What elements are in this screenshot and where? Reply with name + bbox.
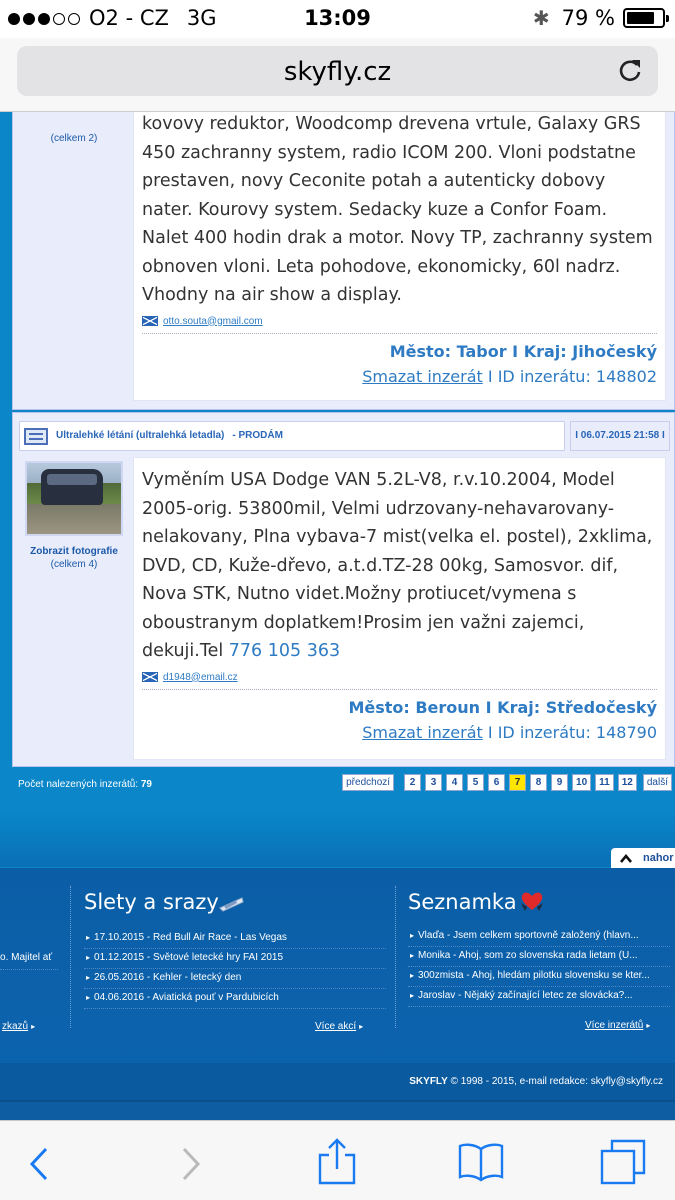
footer — [0, 868, 675, 1063]
listing-id: I ID inzerátu: 148790 — [487, 722, 657, 742]
slety-item[interactable]: ▸ 26.05.2016 - Kehler - letecký den — [86, 972, 241, 983]
page-link[interactable]: 9 — [551, 774, 568, 791]
page-link[interactable]: 8 — [530, 774, 547, 791]
battery-info — [533, 6, 665, 30]
listing-date: I 06.07.2015 21:58 I — [570, 421, 670, 451]
page-link[interactable]: 7 — [509, 774, 526, 791]
page-bottom-gradient — [0, 812, 675, 867]
battery-fill — [627, 12, 654, 24]
url-text[interactable]: skyfly.cz — [283, 57, 392, 87]
listing-id: I ID inzerátu: 148802 — [487, 366, 657, 386]
page-links — [338, 774, 672, 791]
category-name[interactable]: Ultralehké létání (ultralehká letadla) — [56, 430, 225, 441]
footer-item-partial[interactable]: ▸ o. Majitel ať — [0, 952, 52, 963]
listing-body — [133, 457, 666, 760]
clock: 13:09 — [304, 6, 371, 30]
forward-arrow-icon[interactable] — [166, 1137, 216, 1187]
battery-icon — [623, 8, 665, 28]
more-ads-link[interactable]: Více inzerátů ▸ — [585, 1020, 650, 1031]
listing-photo[interactable] — [25, 461, 123, 536]
copyright-text: © 1998 - 2015, e-mail redakce: skyfly@skyfly.cz — [450, 1076, 663, 1087]
slety-title: Slety a srazy — [84, 890, 219, 914]
page-link[interactable]: 10 — [572, 774, 591, 791]
listing-category-bar — [19, 421, 565, 451]
mail-icon — [142, 672, 158, 682]
seznamka-item[interactable]: ▸ 300zmista - Ahoj, hledám pilotku slovensku se kter... — [410, 970, 650, 981]
scroll-top-button[interactable] — [611, 848, 675, 868]
listing-body — [133, 112, 666, 401]
chevron-up-icon — [620, 853, 632, 863]
listing-icon — [24, 428, 48, 445]
reload-icon[interactable] — [616, 56, 644, 84]
page-link[interactable]: 11 — [595, 774, 614, 791]
seznamka-item[interactable]: ▸ Monika - Ahoj, som zo slovenska rada lietam (U... — [410, 950, 638, 961]
photo-count: (celkem 4) — [50, 559, 98, 570]
phone-number[interactable]: 776 105 363 — [228, 641, 341, 661]
pagination — [0, 774, 675, 798]
copyright-brand: SKYFLY — [409, 1076, 448, 1087]
page-bottom-strip — [0, 1100, 675, 1120]
listing-header — [19, 421, 670, 451]
tabs-icon[interactable] — [600, 1137, 650, 1187]
back-arrow-icon[interactable] — [14, 1137, 64, 1187]
listing-text: kovovy reduktor, Woodcomp drevena vrtule, Galaxy GRS 450 zachranny system, radio ICOM 200. Vloni podstatne prestaven, novy Ceconite potah a autenticky dobovy nater. Kourovy system. Sedacky kuze a Confor Foam. Nalet 400 hodin drak a motor. Novy TP, zachranny system obnoven vloni. Leta pohodove, ekonomicky, 60l nadrz. Vhodny na air show a display. — [142, 114, 653, 305]
listing-location: Město: Tabor I Kraj: Jihočeský — [389, 341, 657, 361]
airplane-icon — [218, 894, 244, 912]
delete-listing-link[interactable]: Smazat inzerát — [362, 366, 483, 386]
van-image — [41, 469, 103, 505]
mail-icon — [142, 316, 158, 326]
footer-title-seznamka — [408, 890, 517, 914]
slety-item[interactable]: ▸ 04.06.2016 - Aviatická pouť v Pardubicích — [86, 992, 279, 1003]
listing-card — [12, 112, 675, 410]
network-type: 3G — [186, 6, 217, 30]
prev-page-button[interactable]: předchozí — [342, 774, 394, 791]
photo-column — [19, 461, 129, 570]
scroll-top-label[interactable]: nahor — [643, 852, 674, 864]
listing-category[interactable] — [56, 430, 283, 441]
footer-more-partial[interactable]: zkazů ▸ — [2, 1021, 35, 1032]
page-link[interactable]: 2 — [404, 774, 421, 791]
browser-chrome — [0, 38, 675, 112]
listing-type: - PRODÁM — [232, 430, 283, 441]
page-link[interactable]: 6 — [488, 774, 505, 791]
battery-percent: 79 % — [561, 6, 615, 30]
results-count-label: Počet nalezených inzerátů: — [18, 779, 139, 790]
copyright — [0, 1063, 675, 1100]
results-count — [18, 779, 152, 790]
slety-item[interactable]: ▸ 01.12.2015 - Světové letecké hry FAI 2015 — [86, 952, 283, 963]
results-count-value: 79 — [140, 779, 152, 790]
page-content — [0, 112, 675, 1120]
show-photos-link[interactable]: Zobrazit fotografie — [30, 546, 118, 557]
photo-column — [19, 112, 129, 144]
status-bar — [0, 0, 675, 38]
share-icon[interactable] — [312, 1137, 362, 1187]
listing-meta — [134, 723, 665, 742]
page-link[interactable]: 4 — [446, 774, 463, 791]
listing-meta — [134, 367, 665, 386]
slety-item[interactable]: ▸ 17.10.2015 - Red Bull Air Race - Las Vegas — [86, 932, 287, 943]
page-link[interactable]: 12 — [618, 774, 637, 791]
listing-location: Město: Beroun I Kraj: Středočeský — [348, 697, 657, 717]
seznamka-title: Seznamka — [408, 890, 517, 914]
footer-title-slety — [84, 890, 219, 914]
photo-link-partial[interactable] — [19, 112, 129, 119]
listing-description: Vyměním USA Dodge VAN 5.2L-V8, r.v.10.2004, Model 2005-orig. 53800mil, Velmi udrzovany-nehavarovany-nelakovany, Plna vybava-7 mist(velka el. postel), 2xklima, DVD, CD, Kuže-dřevo, a.t.d.TZ-28 00kg, Samosvor. dif, Nova STK, Nutno videt.Možny protiucet/vymena s oboustranym doplatkem!Prosim jen važni zajemci, dekuji.Tel — [142, 470, 653, 661]
browser-toolbar — [0, 1120, 675, 1200]
listing-email — [142, 316, 657, 334]
more-events-link[interactable]: Více akcí ▸ — [315, 1021, 363, 1032]
seznamka-item[interactable]: ▸ Jaroslav - Nějaký začínající letec ze slovácka?... — [410, 990, 633, 1001]
email-link[interactable]: otto.souta@gmail.com — [163, 315, 263, 327]
listing-email — [142, 672, 657, 690]
next-page-button[interactable]: další — [643, 774, 672, 791]
listing-text — [134, 458, 665, 666]
bluetooth-icon: ✱ — [532, 6, 550, 30]
carrier-name: O2 - CZ — [89, 6, 169, 30]
email-link[interactable]: d1948@email.cz — [163, 671, 238, 683]
page-link[interactable]: 5 — [467, 774, 484, 791]
listing-card — [12, 412, 675, 767]
bookmarks-icon[interactable] — [456, 1137, 506, 1187]
delete-listing-link[interactable]: Smazat inzerát — [362, 722, 483, 742]
heart-icon — [519, 889, 545, 913]
seznamka-item[interactable]: ▸ Vlaďa - Jsem celkem sportovně založený (hlavn... — [410, 930, 639, 941]
address-bar[interactable] — [17, 46, 658, 96]
page-link[interactable]: 3 — [425, 774, 442, 791]
photo-count: (celkem 2) — [50, 133, 98, 144]
